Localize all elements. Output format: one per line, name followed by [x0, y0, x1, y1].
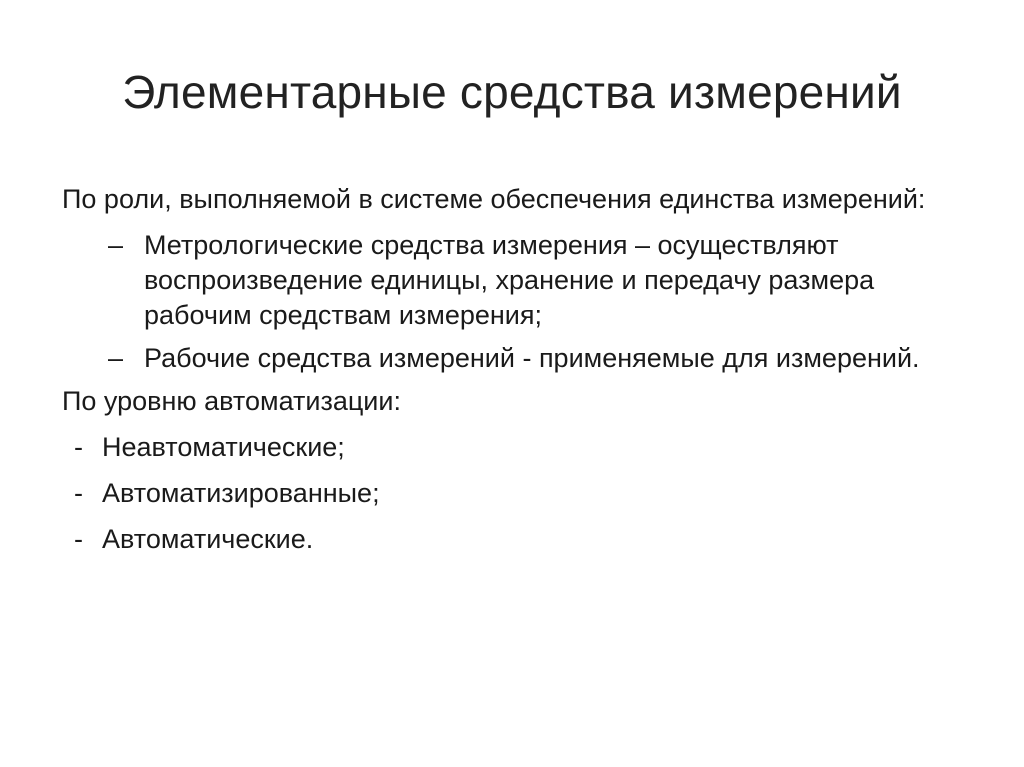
dash-bullet: – — [108, 230, 124, 260]
list-item-automated — [74, 476, 962, 510]
section-heading-role: По роли, выполняемой в системе обеспечения единства измерений: — [62, 184, 926, 214]
list-item-text: Рабочие средства измерений - применяемые для измерений. — [144, 343, 920, 373]
list-item-text: Метрологические средства измерения – осуществляют воспроизведение единицы, хранение и передачу размера рабочим средствам измерения; — [144, 230, 875, 330]
list-item-text: Автоматизированные; — [102, 478, 380, 508]
list-item-text: Неавтоматические; — [102, 432, 345, 462]
list-item-working — [108, 341, 962, 376]
list-item-text: Автоматические. — [102, 524, 314, 554]
hyphen-bullet: - — [74, 432, 83, 462]
hyphen-bullet: - — [74, 524, 83, 554]
list-item-automatic — [74, 522, 962, 556]
list-item-non-automatic — [74, 430, 962, 464]
section-heading-automation: По уровню автоматизации: — [62, 386, 401, 416]
dash-bullet: – — [108, 343, 124, 373]
list-item-metrological — [108, 228, 962, 333]
hyphen-bullet: - — [74, 478, 83, 508]
slide-body — [62, 182, 962, 568]
slide-title: Элементарные средства измерений — [122, 66, 902, 118]
